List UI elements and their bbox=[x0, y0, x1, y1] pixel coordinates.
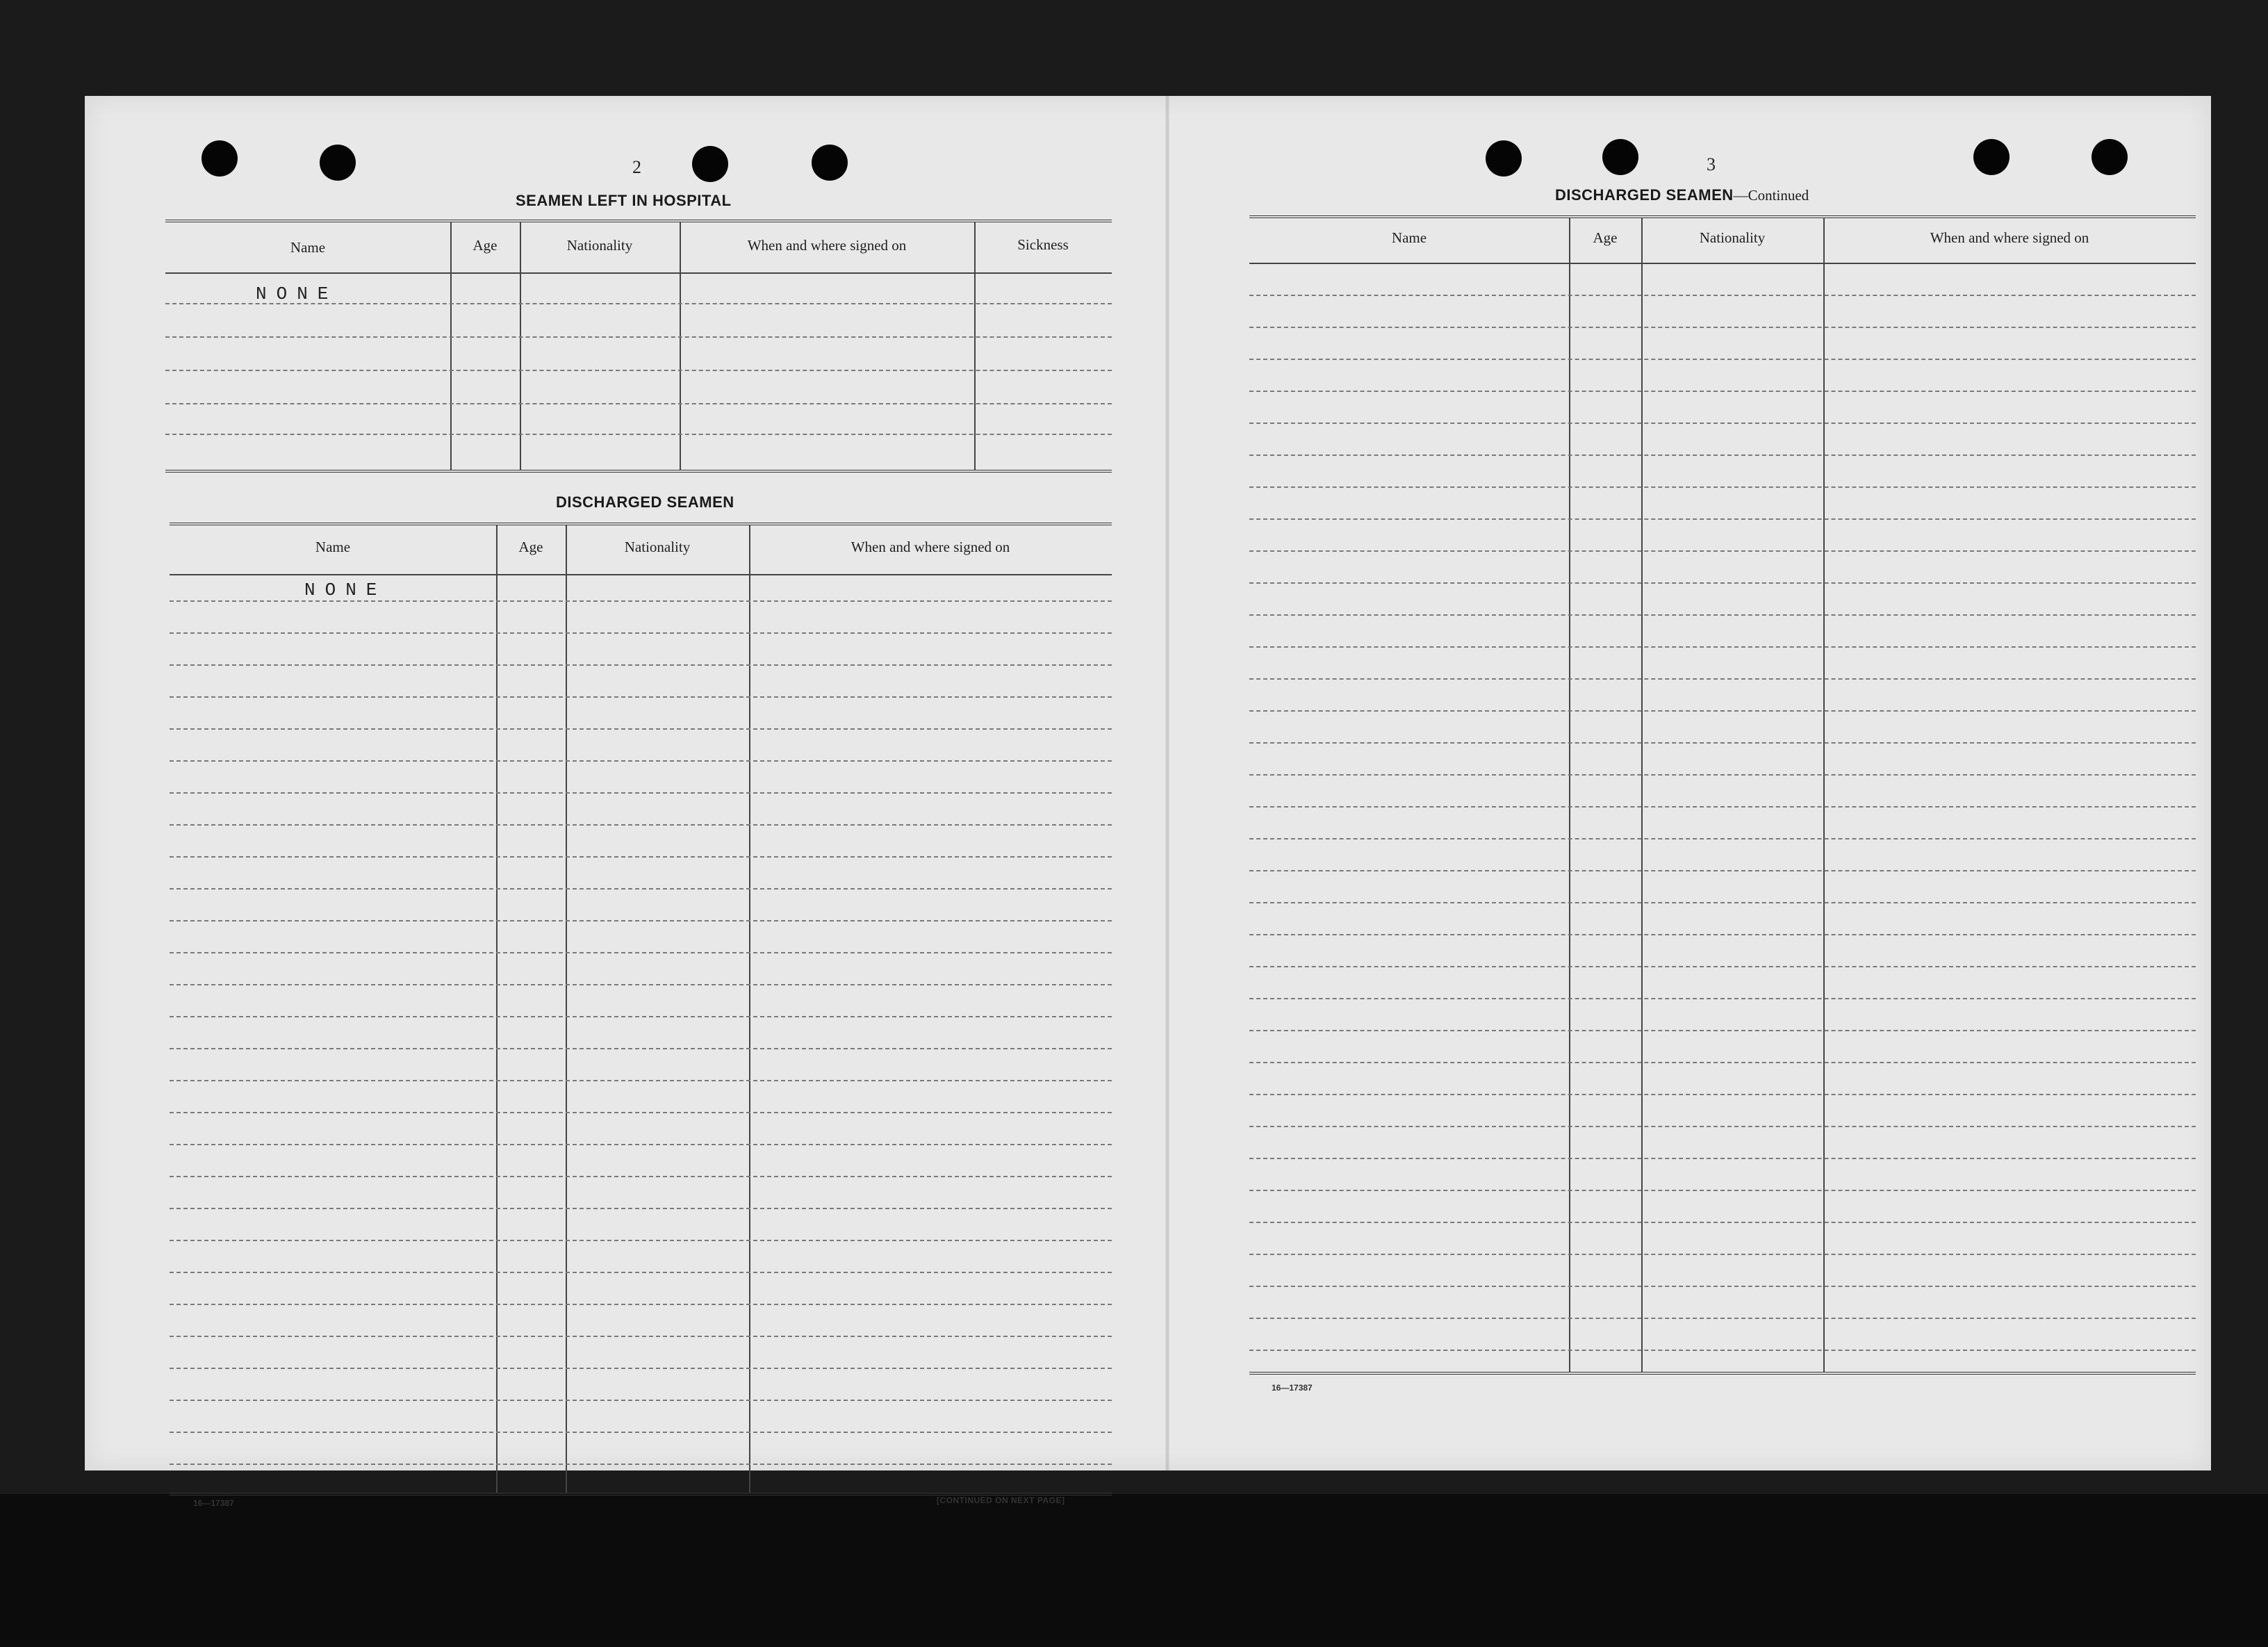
col-header-nationality: Nationality bbox=[1699, 229, 1766, 246]
ruled-line bbox=[1249, 454, 2196, 456]
ruled-line bbox=[170, 1464, 1112, 1465]
ruled-line bbox=[1249, 710, 2196, 712]
ruled-line bbox=[170, 1048, 1112, 1049]
header-rule bbox=[1249, 263, 2196, 264]
ruled-line bbox=[170, 600, 1112, 602]
continued-note: [CONTINUED ON NEXT PAGE] bbox=[937, 1496, 1065, 1505]
discharged-continued-title-main: DISCHARGED SEAMEN bbox=[1555, 186, 1734, 204]
ruled-line bbox=[170, 696, 1112, 698]
ruled-line bbox=[170, 1112, 1112, 1113]
ruled-line bbox=[170, 1400, 1112, 1401]
ruled-line bbox=[1249, 423, 2196, 424]
column-divider bbox=[520, 222, 521, 470]
ruled-line bbox=[170, 888, 1112, 890]
ruled-line bbox=[1249, 966, 2196, 967]
punch-hole bbox=[1602, 139, 1638, 175]
form-number-left: 16—17387 bbox=[193, 1498, 234, 1508]
punch-hole bbox=[1973, 139, 2010, 175]
ledger-sheet bbox=[85, 96, 2211, 1508]
punch-hole bbox=[812, 145, 848, 181]
ruled-line bbox=[170, 856, 1112, 858]
ruled-line bbox=[170, 984, 1112, 985]
center-fold bbox=[1165, 96, 1169, 1470]
ruled-line bbox=[1249, 838, 2196, 839]
ruled-line bbox=[1249, 1254, 2196, 1255]
form-number-right: 16—17387 bbox=[1272, 1383, 1313, 1393]
col-header-age: Age bbox=[1593, 229, 1618, 246]
ruled-line bbox=[170, 1368, 1112, 1369]
ruled-line bbox=[1249, 1030, 2196, 1031]
ruled-line bbox=[170, 664, 1112, 666]
ruled-line bbox=[165, 370, 1112, 371]
ruled-line bbox=[170, 632, 1112, 634]
ruled-line bbox=[170, 1336, 1112, 1337]
ruled-line bbox=[170, 792, 1112, 794]
col-header-nationality: Nationality bbox=[566, 236, 633, 254]
col-header-name: Name bbox=[315, 538, 351, 555]
col-header-age: Age bbox=[518, 538, 543, 555]
ruled-line bbox=[1249, 1318, 2196, 1319]
scan-background bbox=[0, 1494, 2268, 1647]
col-header-name: Name bbox=[290, 238, 326, 256]
ruled-line bbox=[1249, 998, 2196, 999]
ruled-line bbox=[1249, 1094, 2196, 1095]
ruled-line bbox=[1249, 391, 2196, 392]
ruled-line bbox=[170, 1080, 1112, 1081]
ruled-line bbox=[1249, 327, 2196, 328]
column-divider bbox=[496, 525, 498, 1493]
ruled-line bbox=[1249, 1350, 2196, 1351]
column-divider bbox=[450, 222, 452, 470]
column-divider bbox=[680, 222, 681, 470]
ruled-line bbox=[1249, 934, 2196, 935]
col-header-nationality: Nationality bbox=[624, 538, 691, 555]
ruled-line bbox=[170, 1240, 1112, 1241]
ruled-line bbox=[170, 760, 1112, 762]
ruled-line bbox=[170, 952, 1112, 953]
ruled-line bbox=[1249, 550, 2196, 552]
hospital-section-title: SEAMEN LEFT IN HOSPITAL bbox=[516, 192, 732, 209]
ruled-line bbox=[170, 1016, 1112, 1017]
column-divider bbox=[974, 222, 976, 470]
ruled-line bbox=[1249, 614, 2196, 616]
col-header-sickness: Sickness bbox=[1017, 236, 1069, 253]
ruled-line bbox=[1249, 295, 2196, 296]
ruled-line bbox=[1249, 486, 2196, 488]
ruled-line bbox=[1249, 518, 2196, 520]
discharged-table bbox=[170, 523, 1112, 1496]
ruled-line bbox=[1249, 678, 2196, 680]
discharged-entry-none: NONE bbox=[304, 580, 387, 600]
discharged-section-title: DISCHARGED SEAMEN bbox=[556, 493, 734, 511]
ruled-line bbox=[170, 1432, 1112, 1433]
ruled-line bbox=[1249, 1158, 2196, 1159]
ruled-line bbox=[1249, 1062, 2196, 1063]
ruled-line bbox=[170, 824, 1112, 826]
punch-hole bbox=[202, 140, 238, 177]
ruled-line bbox=[1249, 1222, 2196, 1223]
hospital-table bbox=[165, 220, 1112, 473]
ruled-line bbox=[1249, 742, 2196, 744]
header-rule bbox=[170, 574, 1112, 575]
ruled-line bbox=[170, 1144, 1112, 1145]
ruled-line bbox=[170, 1272, 1112, 1273]
ruled-line bbox=[170, 1176, 1112, 1177]
column-divider bbox=[566, 525, 567, 1493]
ruled-line bbox=[1249, 1286, 2196, 1287]
punch-hole bbox=[1486, 140, 1522, 177]
hospital-entry-none: NONE bbox=[256, 284, 338, 304]
column-divider bbox=[749, 525, 750, 1493]
ruled-line bbox=[165, 336, 1112, 338]
col-header-signed-on: When and where signed on bbox=[1930, 229, 2089, 246]
ruled-line bbox=[170, 920, 1112, 921]
ruled-line bbox=[1249, 582, 2196, 584]
punch-hole bbox=[320, 145, 356, 181]
col-header-signed-on: When and where signed on bbox=[747, 236, 907, 254]
ruled-line bbox=[1249, 902, 2196, 903]
ruled-line bbox=[1249, 1126, 2196, 1127]
header-rule bbox=[165, 272, 1112, 274]
col-header-signed-on: When and where signed on bbox=[850, 538, 1010, 555]
page-number-right: 3 bbox=[1707, 154, 1716, 174]
discharged-continued-title-suffix: —Continued bbox=[1733, 187, 1809, 204]
ruled-line bbox=[1249, 359, 2196, 360]
ruled-line bbox=[1249, 870, 2196, 871]
ruled-line bbox=[170, 1208, 1112, 1209]
punch-hole bbox=[692, 146, 728, 182]
col-header-age: Age bbox=[472, 236, 498, 254]
ruled-line bbox=[165, 434, 1112, 435]
discharged-continued-title bbox=[1555, 186, 1809, 204]
page-number-left: 2 bbox=[632, 157, 641, 177]
ruled-line bbox=[170, 1304, 1112, 1305]
ruled-line bbox=[1249, 806, 2196, 808]
ruled-line bbox=[1249, 774, 2196, 776]
ruled-line bbox=[165, 403, 1112, 404]
discharged-continued-table bbox=[1249, 215, 2196, 1375]
col-header-name: Name bbox=[1391, 229, 1427, 246]
punch-hole bbox=[2092, 139, 2128, 175]
ruled-line bbox=[170, 728, 1112, 730]
ruled-line bbox=[1249, 1190, 2196, 1191]
ruled-line bbox=[1249, 646, 2196, 648]
